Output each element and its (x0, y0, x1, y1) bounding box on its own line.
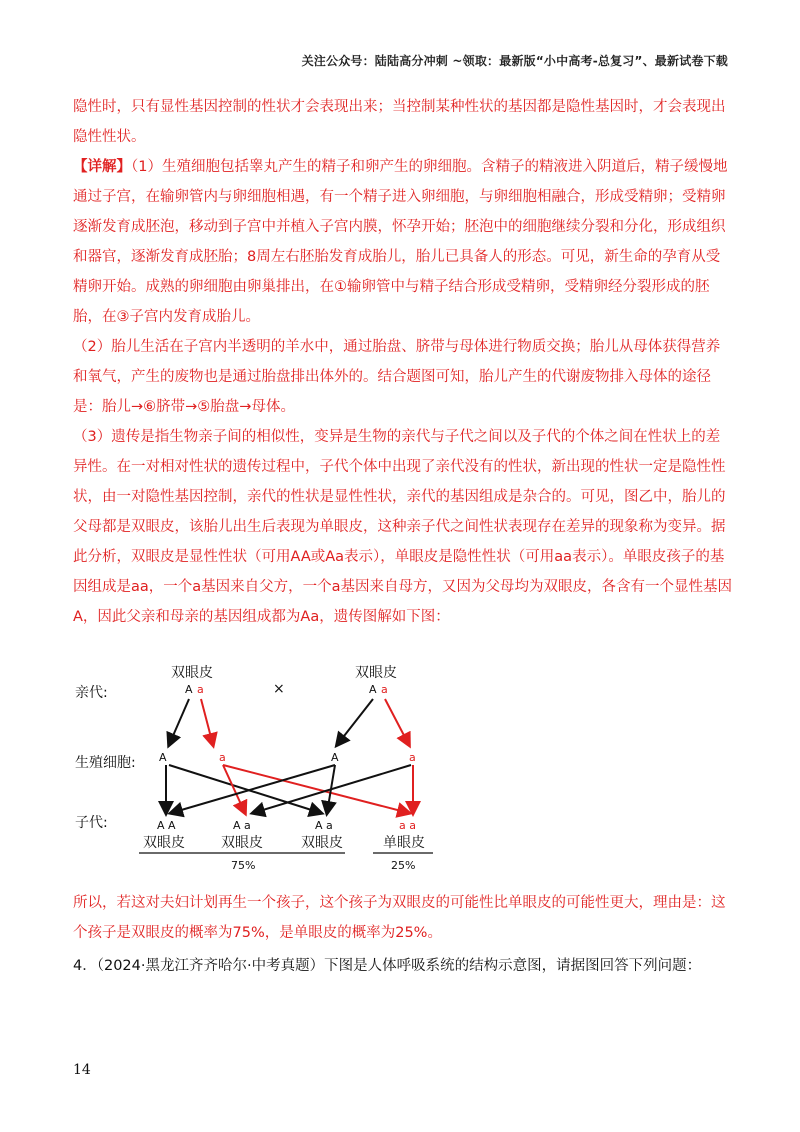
row-label-child: 子代: (75, 815, 108, 831)
arrow-mother-A (337, 699, 373, 745)
arrow-father-A (169, 699, 189, 745)
paragraph-3: （3）遗传是指生物亲子间的相似性，变异是生物的亲代与子代之间以及子代的个体之间在性状上的差异性。在一对相对性状的遗传过程中，子代个体中出现了亲代没有的性状，新出现的性状一定是隐性性状，由一对隐性基因控制，亲代的性状是显性性状，亲代的基因组成是杂合的。可见，图乙中，胎儿的父母都是双眼皮，该胎儿出生后表现为单眼皮，这种亲子代之间性状表现存在差异的现象称为变异。据此分析，双眼皮是显性性状（可用AA或Aa表示），单眼皮是隐性性状（可用aa表示）。单眼皮孩子的基因组成是aa，一个a基因来自父方，一个a基因来自母方，又因为父母均为双眼皮，各含有一个显性基因A，因此父亲和母亲的基因组成都为Aa，遗传图解如下图： (73, 429, 733, 625)
percent-recessive: 25% (391, 859, 416, 872)
percent-dominant: 75% (231, 859, 256, 872)
gamete-mother-a: a (409, 751, 416, 764)
cross-symbol: × (273, 681, 285, 697)
child-trait-3: 双眼皮 (301, 835, 343, 851)
inheritance-diagram (73, 655, 453, 875)
line-fA-c3 (169, 765, 321, 813)
mother-gene-a: a (381, 683, 388, 696)
paragraph-1-text: （1）生殖细胞包括睾丸产生的精子和卵产生的卵细胞。含精子的精液进入阴道后，精子缓慢地通过子宫，在输卵管内与卵细胞相遇，有一个精子进入卵细胞，与卵细胞相融合，形成受精卵；受精卵逐渐发育成胚泡，移动到子宫中并植入子宫内膜，怀孕开始；胚泡中的细胞继续分裂和分化，形成组织和器官，逐渐发育成胚胎；8周左右胚胎发育成胎儿，胎儿已具备人的形态。可见，新生命的孕育从受精卵开始。成熟的卵细胞由卵巢排出，在①输卵管中与精子结合形成受精卵，受精卵经分裂形成的胚胎，在③子宫内发育成胎儿。 (73, 159, 728, 325)
mother-gene-A: A (369, 683, 377, 696)
father-gene-a: a (197, 683, 204, 696)
child-trait-1: 双眼皮 (143, 835, 185, 851)
gamete-mother-A: A (331, 751, 339, 764)
page-header: 关注公众号：陆陆高分冲刺 ~领取：最新版“小中高考-总复习”、最新试卷下载 (301, 54, 728, 68)
detail-tag: 【详解】 (73, 159, 131, 175)
child-genotype-3: A a (315, 819, 333, 832)
row-label-gamete: 生殖细胞: (75, 755, 136, 771)
gamete-father-A: A (159, 751, 167, 764)
paragraph-0: 隐性时，只有显性基因控制的性状才会表现出来；当控制某种性状的基因都是隐性基因时，才会表现出隐性性状。 (73, 99, 726, 145)
answer-text-block (73, 92, 733, 632)
gamete-father-a: a (219, 751, 226, 764)
conclusion-block (73, 888, 733, 948)
paragraph-1 (73, 152, 733, 332)
father-gene-A: A (185, 683, 193, 696)
child-trait-4: 单眼皮 (383, 835, 425, 851)
line-ma-c2 (253, 765, 411, 813)
page-number: 14 (73, 1062, 91, 1078)
question-4: 4．（2024·黑龙江齐齐哈尔·中考真题）下图是人体呼吸系统的结构示意图，请据图回答下列问题： (73, 958, 702, 974)
child-genotype-1: A A (157, 819, 176, 832)
mother-trait: 双眼皮 (355, 665, 397, 681)
paragraph-2: （2）胎儿生活在子宫内半透明的羊水中，通过胎盘、脐带与母体进行物质交换；胎儿从母体获得营养和氧气，产生的废物也是通过胎盘排出体外的。结合题图可知，胎儿产生的代谢废物排入母体的途径是：胎儿→⑥脐带→⑤胎盘→母体。 (73, 339, 721, 415)
child-trait-2: 双眼皮 (221, 835, 263, 851)
child-genotype-2: A a (233, 819, 251, 832)
child-genotype-4: a a (399, 819, 416, 832)
father-trait: 双眼皮 (171, 665, 213, 681)
paragraph-4: 所以，若这对夫妇计划再生一个孩子，这个孩子为双眼皮的可能性比单眼皮的可能性更大，理由是：这个孩子是双眼皮的概率为75%，是单眼皮的概率为25%。 (73, 895, 726, 941)
arrow-mother-a (385, 699, 409, 745)
arrow-father-a (201, 699, 213, 745)
row-label-parent: 亲代: (75, 685, 108, 701)
